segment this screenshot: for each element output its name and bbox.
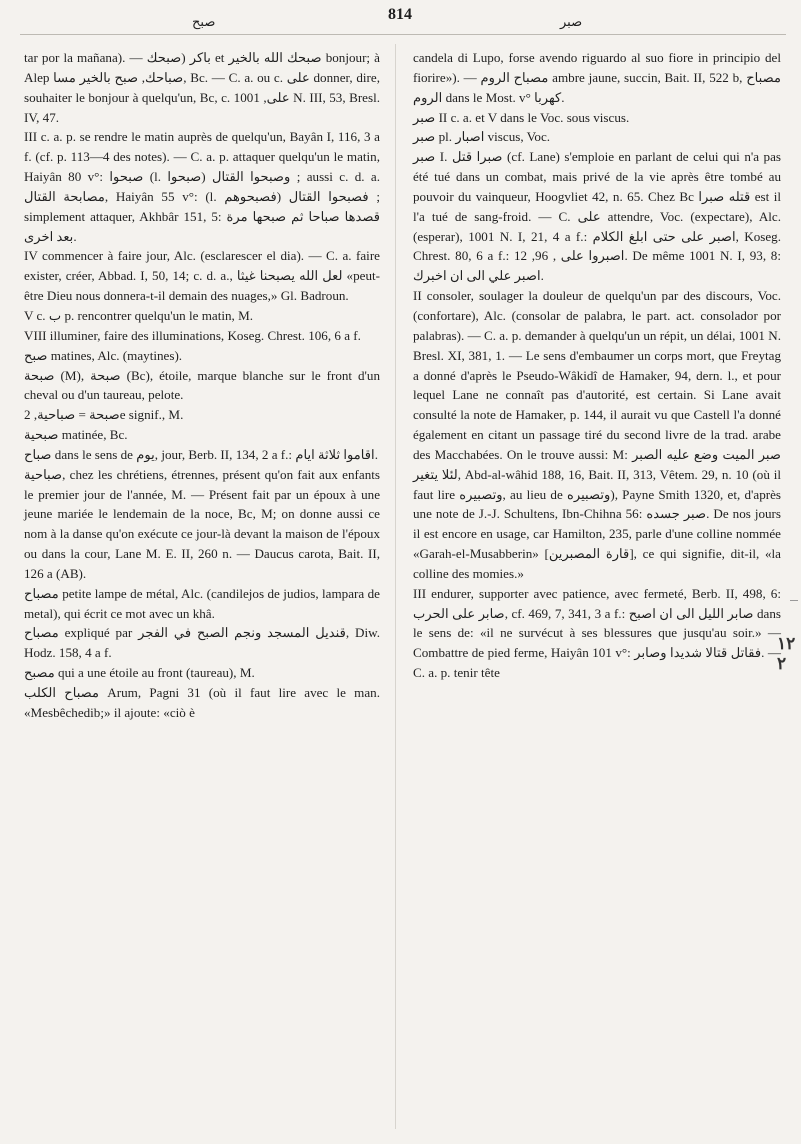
entry-paragraph: مصباح expliqué par قنديل المسجد ونجم الصبح في الفجر, Diw. Hodz. 158, 4 a f. — [24, 625, 380, 661]
entry-paragraph: tar por la mañana). — باكر (صبحك et صبحك الله بالخير bonjour; à Alep صباحك, صبح بالخير مسا, Bc. — C. a. ou c. على donner, dire, souhaiter le bonjour à quelqu'un, Bc, c. على, 1001 N. III, 53, Bresl. IV, 47. — [24, 50, 380, 125]
entry-paragraph: صبر pl. اصبار viscus, Voc. — [413, 129, 551, 145]
entry-paragraph: V c. ب p. rencontrer quelqu'un le matin, M. — [24, 307, 253, 323]
entry-paragraph: صبح matines, Alc. (maytines). — [24, 347, 183, 363]
page-number: 814 — [388, 6, 412, 23]
entry-paragraph: صبحة = صباحية, 2e signif., M. — [24, 407, 184, 423]
entry-paragraph: III c. a. p. se rendre le matin auprès de quelqu'un, Bayân I, 116, 3 a f. (cf. p. 113—4 des notes). — C. a. p. attaquer quelqu'un le matin, Haiyân 80 v°: صبحوا (l. صبحوا) وصبحوا القتال ; aussi c. d. a. مصابحة القتال, Haiyân 55 v°: (l. فصبحوهم) فصبحوا القتال ; simplement attaquer, Akhbâr 151, 5: قصدها صباحا ثم صبحها مرة بعد اخرى. — [24, 129, 380, 244]
entry-paragraph: candela di Lupo, forse avendo riguardo al suo fiore in principio del fiorire»). — مصباح الروم ambre jaune, succin, Bait. II, 522 b, مصباح الروم dans le Most. v° كهربا. — [413, 50, 781, 105]
entry-paragraph: صباحية, chez les chrétiens, étrennes, présent qu'on fait aux enfants le premier jour de l'année, M. — Présent fait par un époux à une jeune mariée le lendemain de la noce, Bc, M; on donne aussi ce nom à la danse qu'on exécute ce jour-là devant la maison de l'époux ou dans la cour, Lane M. E. II, 260 n. — Daucus carota, Bait. II, 126 a (AB). — [24, 466, 380, 581]
entry-paragraph: VIII illuminer, faire des illuminations, Koseg. Chrest. 106, 6 a f. — [24, 327, 361, 343]
entry-paragraph: مصبح qui a une étoile au front (taureau), M. — [24, 665, 255, 681]
left-column — [24, 48, 380, 723]
running-head-left: صبح — [192, 14, 216, 29]
entry-paragraph: مصباح petite lampe de métal, Alc. (candilejos de judios, lampara de metal), qui écrit ce mot avec un khâ. — [24, 585, 380, 621]
entry-paragraph: صبحة (M), صبحة (Bc), étoile, marque blanche sur le front d'un cheval ou d'un taureau, pelote. — [24, 367, 381, 403]
entry-paragraph: مصباح الكلب Arum, Pagni 31 (où il faut lire avec le man. «Mesbêchedib;» il ajoute: «ciò è — [24, 685, 380, 720]
entry-paragraph: صباح dans le sens de يوم, jour, Berb. II, 134, 2 a f.: اقاموا ثلاثة ايام. — [24, 446, 378, 462]
entry-paragraph: IV commencer à faire jour, Alc. (esclarescer el dia). — C. a. faire exister, créer, Abbad. I, 50, 14; c. d. a., لعل الله يصبحنا غيثا «peut-être Dieu nous donnera-t-il demain des nuages,» Gl. Badroun. — [24, 248, 380, 304]
page-header — [0, 0, 801, 52]
entry-paragraph: III endurer, supporter avec patience, avec fermeté, Berb. II, 498, 6: صابر على الحرب, cf. 469, 7, 341, 3 a f.: صابر الليل الى ان اصبح dans le sens de: «il ne survécut à ses blessures que jusqu'au soir.» — Combattre de pied ferme, Haiyân 101 v°: فقاتل قتالا شديدا وصابر. — C. a. p. tenir tête — [413, 585, 782, 681]
entry-paragraph: II consoler, soulager la douleur de quelqu'un par des discours, Voc. (confortare), Alc. (consolar de palabra, le part. act. consolador por palabras). — C. a. p. demander à quelqu'un un répit, un délai, 1001 N. Bresl. XI, 381, 1. — Le sens d'embaumer un corps mort, que Freytag a donné d'après le Pseudo-Wâkidî de Hamaker, 94, dern. l., et pour lequel Lane ne connaît pas d'autorité, est certain. Si Lane avait consulté la note de Hamaker, p. 144, il aurait vu que Castell l'a donné également en citant un passage tiré du second livre de la trad. arabe des Macchabées. On le trouve aussi: M: صبر الميت وضع عليه الصبر لئلا يتغير, Abd-al-wâhid 188, 16, Bait. II, 313, Vêtem. 29, n. 10 (où il faut lire وتصبيره, au lieu de وتصبيره), Payne Smith 1320, et, d'après une note de J.-J. Schultens, Ibn-Chihna 56: صبر جسده. De nos jours il est encore en usage, car Hamilton, 235, parle d'une colline nommée «Garah-el-Musabberin» [قارة المصبرين], ce qui signifie, dit-il, «la colline des momies.» — [413, 288, 782, 581]
entry-paragraph: صبحية matinée, Bc. — [24, 427, 128, 443]
margin-tick-mark — [790, 600, 798, 601]
margin-note: ۱۲ ۲ — [777, 634, 796, 673]
entry-paragraph: صبر II c. a. et V dans le Voc. sous viscus. — [413, 109, 630, 125]
running-head-right: صبر — [560, 14, 583, 29]
column-divider — [395, 44, 396, 1129]
header-rule — [20, 34, 786, 35]
entry-paragraph: صبر I. صبرا قتل (cf. Lane) s'emploie en parlant de celui qui n'a pas été tué dans un combat, mais privé de la vie après être tombé au pouvoir du vainqueur, Hoogvliet 42, n. 65. Chez Bc قتله صبرا est il l'a tué de sang-froid. — C. على attendre, Voc. (expectare), Alc. (esperar), 1001 N. I, 21, 4 a f.: اصبر على حتى ابلغ الكلام, Koseg. Chrest. 80, 6 a f.: اصبروا على , 96, 12. De même 1001 N. I, 93, 8: اصبر علي الى ان اخبرك. — [413, 149, 781, 284]
right-column — [413, 48, 781, 683]
